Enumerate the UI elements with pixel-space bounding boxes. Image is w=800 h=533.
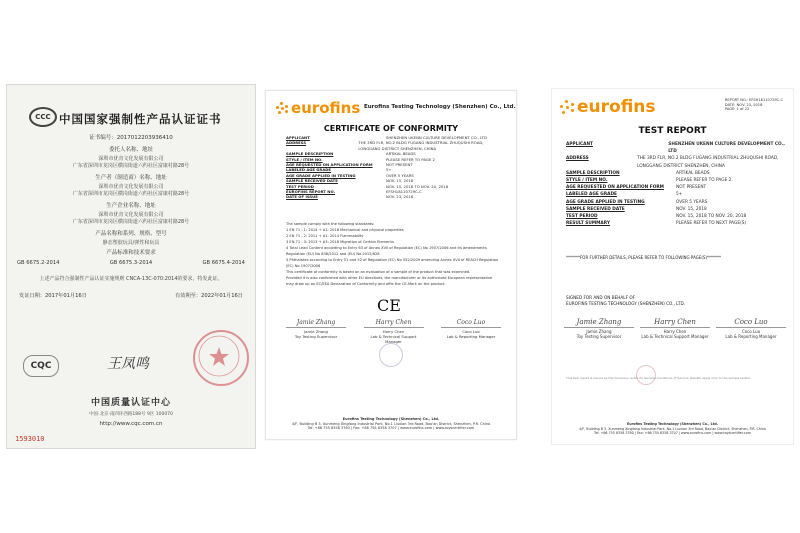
field-row: ADDRESS THE 3RD FLR, NO.2 BLDG FUGANG INDUSTRIAL ZHUQUSHI ROAD, LONGGANG DISTRICT SHENZHEN, CHINA [566,156,779,169]
legal-note: This test report is issued by the Company under its General Conditions of Service. Results apply only to the sample tested. [566,376,751,380]
standard-line: Provided it is also conformed with other EU directives, the manufacturer or its authorised European representative may draw up an EC/EEA Declaration of Conformity and affix the CE-Mark on the product. [286,276,493,286]
signature-block: Jamie Zhang Jamie Zhang Toy Testing Supervisor [564,318,634,339]
standards-list [17,260,245,266]
field-row: DATE OF ISSUE NOV. 23, 2018 [286,194,414,200]
certificate-number: 证书编号：2017012203936410 [89,135,173,141]
report-date: DATE: NOV. 23, 2018 [724,102,763,107]
center-url: http://www.cqc.com.cn [99,421,163,427]
footer: Eurofins Testing Technology (Shenzhen) Co., Ltd. 4/F, Building B 3, Xunmeng Xingfang Industrial Park, No.1 Liuxian 3rd Road, Bao'an District, Shenzhen, P.R. China Tel: +86 755 8358 3780 | Fax: +86 755 8358 3707 | www.eurofins.com | www.toyscertifier.com [579,422,766,435]
signature-block: Jamie Zhang Jamie Zhang Toy Testing Supervisor [286,319,346,344]
field-row: SAMPLE RECEIVED DATE NOV. 15, 2018 [566,206,707,212]
serial-number: 1593010 [15,435,45,443]
eurofins-logo [276,99,360,117]
field-row: SAMPLE DESCRIPTION ARTIKAL BEADS [286,151,416,157]
field-row: TEST PERIOD NOV. 15, 2018 TO NOV. 20, 2018 [286,183,449,189]
field-row: LABELED AGE GRADE 5+ [286,167,392,173]
maker-address: 广东省深圳市龙岗区横岗街道六约社区富康村路28号 [72,191,190,197]
cqc-logo-icon: CQC [23,355,59,377]
field-row: AGE GRADE APPLIED IN TESTING OVER 5 YEARS [566,199,708,205]
field-row: EUROFINS REPORT NO. EFSH18110729C-C [286,189,422,195]
applicant-address: 广东省深圳市龙岗区横岗街道六约社区富康村路28号 [72,163,190,169]
signatures [286,319,501,344]
standard-line: This certificate of conformity is based on an evaluation of a sample of the product that was examined. [286,270,471,274]
director-signature: 王凤鸣 [107,356,149,372]
signatures [564,318,786,339]
factory-label: 生产企业名称、地址 [106,203,156,209]
field-row: APPLICANT SHENZHEN UKENN CULTURE DEVELOPMENT CO., LTD [566,142,785,155]
standard-line: 2 EN 71 - 2: 2011 + A1: 2014 Flammability [286,234,364,238]
eurofins-dots-icon [276,102,288,114]
applicant-name: 深圳市优肯文化发展有限公司 [98,156,164,162]
standards-section [286,221,501,287]
certificate-title: 中国国家强制性产品认证证书 [59,112,222,126]
field-row: RESULT SUMMARY PLEASE REFER TO NEXT PAGE(S) [566,221,747,227]
ccc-mark-icon: CCC [29,107,57,127]
issuing-center: 中国质量认证中心 [90,398,171,408]
official-seal-icon [193,330,249,386]
lab-name: Eurofins Testing Technology (Shenzhen) Co., Ltd. [364,104,516,110]
signature-block: Coco Luo Coco Luo Lab & Reporting Manager [441,319,501,344]
applicant-label: 委托人名称、地址 [108,147,153,153]
test-report [551,88,794,445]
further-details-note: *******FOR FURTHER DETAILS, PLEASE REFER TO FOLLOWING PAGE(S)******* [566,255,722,260]
field-row: SAMPLE DESCRIPTION ARTIKAL BEADS [566,170,710,176]
report-number: REPORT NO.: EFSH18110729C-C [724,98,783,102]
company-stamp-icon [379,343,403,367]
ce-mark-icon: CE [377,296,401,315]
standard-line: 3 EN 71 - 3: 2013 + A3: 2018 Migration of Certain Elements [286,240,394,244]
certificate-of-conformity [265,90,517,440]
company-stamp-icon [636,365,656,385]
field-row: LABELED AGE GRADE 5+ [566,192,683,198]
expiry-date: 有效期至：2022年01月16日 [175,293,243,299]
eurofins-logo [560,97,656,117]
field-row: APPLICANT SHENZHEN UKENN CULTURE DEVELOPMENT CO., LTD [286,135,487,140]
maker-label: 生产者（制造商）名称、地址 [95,175,167,181]
signature-block: Coco Luo Coco Luo Lab & Reporting Manager [716,318,786,339]
signature-block: Harry Chen Harry Chen Lab & Technical Support Manager [641,318,709,339]
standard-item: GB 6675.2-2014 [17,260,60,266]
field-row: AGE GRADE APPLIED IN TESTING OVER 5 YEARS [286,172,414,178]
field-row: AGE REQUESTED ON APPLICATION FORM NOT PRESENT [566,185,707,191]
factory-name: 深圳市优肯文化发展有限公司 [98,212,164,218]
signature-block: Harry Chen Harry Chen Lab & Technical Support Manager [364,319,424,344]
footer: Eurofins Testing Technology (Shenzhen) Co., Ltd. 4/F, Building B 3, Xunmeng Xingfang Industrial Park, No.1 Liuxian 3rd Road, Bao'an District, Shenzhen, P.R. China Tel: +86 755 8358 3780 | Fax: +86 755 8358 3707 | www.eurofins.com | www.toyscertifier.com [291,417,491,430]
field-row: STYLE / ITEM NO. PLEASE REFER TO PAGE 2. [566,178,733,184]
details-table [566,141,786,227]
field-row: STYLE / ITEM NO. PLEASE REFER TO PAGE 2 [286,156,435,162]
standards-intro: The sample comply with the following standards: [286,222,375,226]
document-title: CERTIFICATE OF CONFORMITY [323,124,459,133]
field-row: SAMPLE RECEIVED DATE NOV. 15, 2018 [286,178,414,184]
factory-address: 广东省深圳市龙岗区横岗街道六约社区富康村路28号 [72,219,190,225]
field-row: AGE REQUESTED ON APPLICATION FORM NOT PRESENT [286,162,413,168]
report-page: PAGE: 1 of 22 [724,107,750,112]
eurofins-wordmark: eurofins [291,99,361,117]
maker-name: 深圳市优肯文化发展有限公司 [98,184,164,190]
center-address: 中国·北京·南四环西路188号 9区 100070 [89,412,173,417]
validity-dates [19,292,243,299]
issue-date: 发证日期：2017年01月16日 [19,293,87,299]
product-name: 静态塑胶玩具/弹性和玩具 [102,240,160,246]
standard-line: 1 EN 71 - 1: 2014 + A1: 2018 Mechanical and physical properties [286,228,404,232]
product-label: 产品名称和系列、规格、型号 [95,231,167,237]
standard-item: GB 6675.4-2014 [202,260,245,266]
ccc-certificate [6,84,256,449]
standards-label: 产品标准和技术要求 [106,250,156,256]
eurofins-wordmark: eurofins [577,97,656,117]
signed-on-behalf: SIGNED FOR AND ON BEHALF OF EUROFINS TESTING TECHNOLOGY (SHENZHEN) CO., LTD. [566,295,686,306]
implementation-rule: 上述产品符合强制性产品认证实施规则 CNCA-13C-070:2014的要求，特发此证。 [39,276,223,282]
details-table [286,135,506,200]
report-meta [725,98,783,112]
standard-item: GB 6675.3-2014 [109,260,153,266]
eurofins-dots-icon [560,100,574,114]
field-row: TEST PERIOD NOV. 15, 2018 TO NOV. 20, 2018 [566,214,747,220]
document-title: TEST REPORT [638,126,707,136]
field-row: ADDRESS THE 3RD FLR, NO.2 BLDG FUGANG INDUSTRIAL ZHUQUSHI ROAD, LONGGANG DISTRICT SHENZHEN, CHINA [286,140,484,151]
standard-line: 5 Phthalates according to Entry 51 and 52 of Regulation (EC) No 552/2009 amending Annex XVII of REACH Regulation (EC) No 1907/2006 [286,258,499,268]
standard-line: 4 Total Lead Content according to Entry 63 of Annex XVII of Regulation (EC) No 1907/2006 and its amendments Regulation (EU) No 836/2012 and (EU) No 2015/628 [286,246,487,256]
